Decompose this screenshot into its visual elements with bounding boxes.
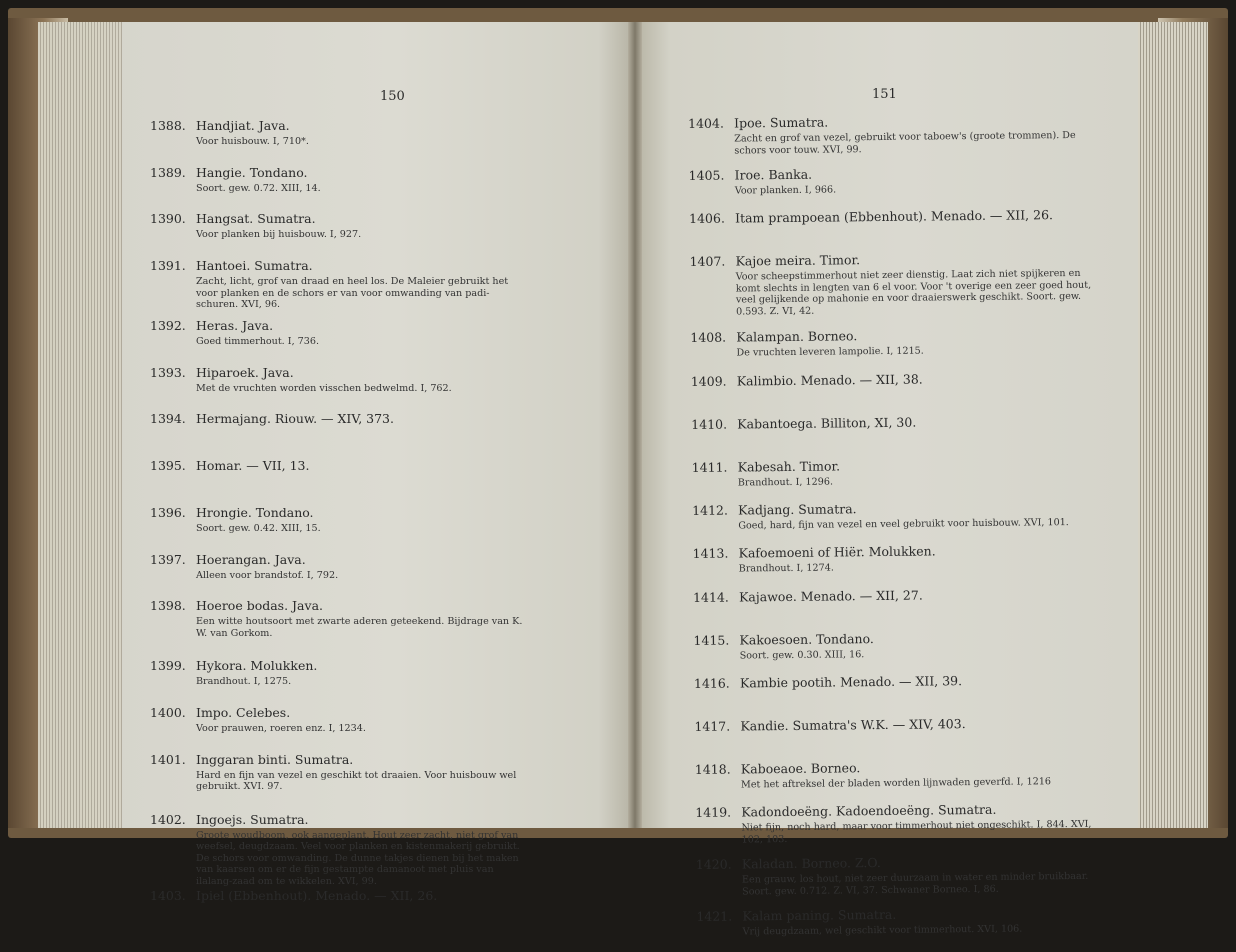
- entry-title: Hangsat. Sumatra.: [196, 211, 316, 227]
- entry: [150, 117, 528, 164]
- entry-title: Kafoemoeni of Hiër. Molukken.: [738, 543, 936, 561]
- entry-number: 1394.: [150, 411, 186, 427]
- entry-number: 1396.: [150, 504, 186, 520]
- entry-description: Brandhout. I, 1296.: [737, 476, 834, 489]
- entry-number: 1400.: [150, 704, 186, 720]
- entry-description: Groote woudboom, ook aangeplant. Hout zeer zacht, niet grof van weefsel, deugdzaam. Veel voor planken en kistenmakerij gebruikt. De schors voor omwanding. De dunne takjes dienen bij het maken van kaarsen om er de fijn gestampte damanoot met pluis van ilalang-zaad om te wikkelen. XVI, 99.: [196, 829, 520, 887]
- entry-description: Brandhout. I, 1275.: [196, 676, 292, 688]
- entry: [150, 410, 528, 457]
- entry-title: Iroe. Banka.: [734, 166, 813, 183]
- entry-number: 1418.: [694, 761, 731, 778]
- entry-title: Inggaran binti. Sumatra.: [196, 751, 354, 767]
- left-page-entries: [150, 117, 528, 933]
- entry-heading: [150, 551, 528, 568]
- entry-heading: [691, 411, 1097, 432]
- entry-description: Hard en fijn van vezel en geschikt tot draaien. Voor huisbouw wel gebruikt. XVI. 97.: [196, 769, 517, 793]
- entry: [150, 364, 528, 411]
- entry-description: Goed, hard, fijn van vezel en veel gebruikt voor huisbouw. XVI, 101.: [738, 517, 1069, 532]
- entry-heading: [690, 325, 1096, 346]
- entry-number: 1389.: [150, 164, 186, 180]
- entry-heading: [696, 852, 1102, 873]
- entry-number: 1390.: [150, 211, 186, 227]
- entry-heading: [150, 164, 528, 181]
- entry: [150, 164, 528, 211]
- entry-title: Kalam paning. Sumatra.: [742, 907, 897, 924]
- entry-title: Itam prampoean (Ebbenhout). Menado. — XII, 26.: [735, 207, 1054, 226]
- entry: [150, 210, 528, 257]
- entry-title: Kajoe meira. Timor.: [735, 252, 861, 269]
- entry-number: 1407.: [689, 253, 726, 270]
- entry-heading: [692, 498, 1098, 519]
- entry: [150, 887, 528, 934]
- entry-number: 1413.: [692, 545, 729, 562]
- entry-heading: [688, 111, 1094, 132]
- entry-title: Hrongie. Tondano.: [196, 504, 314, 520]
- entry: [696, 852, 1103, 908]
- entry-description: Een witte houtsoort met zwarte aderen geteekend. Bijdrage van K. W. van Gorkom.: [196, 616, 523, 639]
- entry: [692, 455, 1098, 502]
- entry: [150, 504, 528, 551]
- entry-number: 1416.: [693, 675, 730, 691]
- entry-number: 1393.: [150, 364, 186, 380]
- entry-description: Soort. gew. 0.30. XIII, 16.: [739, 648, 865, 662]
- entry-heading: [696, 904, 1102, 925]
- entry: [150, 597, 528, 657]
- entry-title: Kandie. Sumatra's W.K. — XIV, 403.: [740, 716, 966, 734]
- entry-title: Kabantoega. Billiton, XI, 30.: [737, 414, 917, 432]
- entry-description: Voor prauwen, roeren enz. I, 1234.: [196, 722, 366, 734]
- entry: [150, 257, 528, 317]
- entry-title: Hykora. Molukken.: [196, 658, 318, 674]
- entry-number: 1391.: [150, 258, 186, 274]
- entry-title: Hiparoek. Java.: [196, 364, 294, 380]
- entry-title: Ingoejs. Sumatra.: [196, 811, 309, 827]
- entry-number: 1399.: [150, 658, 186, 674]
- entry: [150, 457, 528, 504]
- entry-number: 1398.: [150, 598, 186, 614]
- entry-number: 1397.: [150, 551, 186, 567]
- entry-heading: [689, 249, 1095, 270]
- entry-number: 1419.: [695, 805, 732, 821]
- book-gutter: [628, 22, 642, 828]
- entry-description: Met de vruchten worden visschen bedwelmd. I, 762.: [196, 382, 452, 394]
- entry-heading: [695, 800, 1101, 821]
- entry-heading: [694, 671, 1100, 692]
- entry-heading: [150, 811, 528, 828]
- entry-number: 1414.: [692, 589, 729, 605]
- entry-number: 1415.: [693, 632, 730, 648]
- entry-description: De vruchten leveren lampolie. I, 1215.: [736, 345, 924, 359]
- entry: [695, 757, 1101, 804]
- entry: [150, 657, 528, 704]
- entry-number: 1406.: [689, 210, 725, 227]
- entry-title: Kalimbio. Menado. — XII, 38.: [736, 371, 923, 389]
- entry-heading: [150, 504, 528, 521]
- entry-heading: [692, 455, 1098, 476]
- entry-title: Hermajang. Riouw. — XIV, 373.: [196, 411, 394, 427]
- entry-description: Voor scheepstimmerhout niet zeer dienstig. Laat zich niet spijkeren en komt slechts in lengten van 6 el voor. Voor 't overige een zeer goed hout, veel gelijkende op mahonie en voor draaierswerk geschikt. Soort. gew. 0.593. Z. VI, 42.: [735, 268, 1092, 318]
- entry-title: Kaboeaoe. Borneo.: [740, 760, 861, 777]
- entry-title: Ipoe. Sumatra.: [734, 114, 829, 131]
- entry: [150, 317, 528, 364]
- entry-description: Zacht en grof van vezel, gebruikt voor taboew's (groote trommen). De schors voor touw. XVI, 99.: [734, 129, 1076, 157]
- entry-description: Niet fijn, noch hard, maar voor timmerhout niet ongeschikt. I, 844. XVI, 102, 103.: [741, 819, 1092, 846]
- entry: [695, 800, 1102, 856]
- entry: [689, 249, 1096, 329]
- left-page-edges: [38, 22, 122, 828]
- entry-title: Impo. Celebes.: [196, 704, 291, 720]
- entry-title: Hangie. Tondano.: [196, 164, 308, 180]
- right-page-entries: [688, 111, 1103, 952]
- entry: [694, 671, 1100, 718]
- entry-description: Voor huisbouw. I, 710*.: [196, 136, 309, 147]
- entry-description: Met het aftreksel der bladen worden lijnwaden geverfd. I, 1216: [740, 776, 1052, 791]
- entry-description: Voor planken. I, 966.: [734, 184, 837, 197]
- entry-number: 1410.: [691, 416, 728, 432]
- entry-heading: [150, 704, 528, 721]
- entry-heading: [693, 541, 1099, 562]
- entry-title: Kajawoe. Menado. — XII, 27.: [738, 587, 923, 604]
- entry-number: 1404.: [688, 115, 724, 131]
- entry: [690, 325, 1096, 372]
- entry-title: Ipiel (Ebbenhout). Menado. — XII, 26.: [196, 887, 438, 903]
- entry-title: Kambie pootih. Menado. — XII, 39.: [739, 673, 963, 691]
- entry-title: Kadondoeëng. Kadoendoeëng. Sumatra.: [741, 802, 997, 820]
- entry-heading: [150, 457, 528, 474]
- entry: [150, 811, 528, 887]
- entry-number: 1395.: [150, 458, 186, 474]
- left-page-number: 150: [380, 89, 405, 104]
- entry-number: 1408.: [690, 329, 727, 346]
- entry-description: Soort. gew. 0.42. XIII, 15.: [196, 522, 321, 534]
- entry-heading: [150, 410, 528, 427]
- entry-title: Hoeroe bodas. Java.: [196, 598, 323, 614]
- entry-number: 1388.: [150, 118, 186, 133]
- entry: [150, 704, 528, 751]
- entry: [692, 498, 1098, 545]
- entry-number: 1417.: [694, 718, 731, 735]
- entry: [689, 163, 1095, 210]
- entry-heading: [150, 887, 528, 904]
- entry-number: 1409.: [690, 373, 727, 389]
- entry-number: 1403.: [150, 887, 186, 903]
- entry-number: 1401.: [150, 751, 186, 767]
- entry: [693, 627, 1099, 674]
- entry-number: 1411.: [691, 459, 728, 475]
- entry-heading: [150, 257, 528, 274]
- entry-description: Voor planken bij huisbouw. I, 927.: [196, 229, 362, 241]
- entry-description: Alleen voor brandstof. I, 792.: [196, 569, 339, 581]
- entry: [693, 541, 1099, 588]
- entry-number: 1412.: [692, 502, 729, 519]
- right-page-edges: [1138, 22, 1208, 828]
- entry-title: Kadjang. Sumatra.: [738, 501, 857, 518]
- entry-title: Heras. Java.: [196, 318, 274, 334]
- entry-heading: [150, 117, 528, 134]
- entry: [693, 584, 1099, 631]
- entry: [150, 751, 528, 811]
- entry-title: Hoerangan. Java.: [196, 551, 306, 567]
- entry-number: 1392.: [150, 318, 186, 334]
- entry-heading: [691, 368, 1097, 389]
- entry-description: Goed timmerhout. I, 736.: [196, 336, 320, 348]
- entry-heading: [689, 163, 1095, 184]
- entry-title: Kabesah. Timor.: [737, 458, 841, 475]
- entry-description: Vrij deugdzaam, wel geschikt voor timmerhout. XVI, 106.: [742, 923, 1023, 938]
- entry-heading: [150, 210, 528, 227]
- entry: [694, 714, 1100, 761]
- entry-heading: [150, 597, 528, 614]
- entry-heading: [689, 206, 1095, 227]
- entry-title: Kakoesoen. Tondano.: [739, 630, 874, 648]
- right-page-number: 151: [872, 87, 897, 102]
- entry: [696, 904, 1102, 951]
- entry-heading: [150, 657, 528, 674]
- entry-title: Handjiat. Java.: [196, 118, 290, 133]
- entry-title: Kalampan. Borneo.: [736, 328, 858, 345]
- entry-description: Zacht, licht, grof van draad en heel los. De Maleier gebruikt het voor planken en de schors er van voor omwanding van padi-schuren. XVI, 96.: [196, 276, 509, 311]
- entry-title: Homar. — VII, 13.: [196, 458, 310, 474]
- entry-heading: [694, 714, 1100, 735]
- entry: [691, 411, 1097, 458]
- entry-number: 1421.: [696, 909, 733, 925]
- entry: [689, 206, 1095, 253]
- entry-heading: [150, 317, 528, 334]
- entry: [691, 368, 1097, 415]
- entry-description: Brandhout. I, 1274.: [738, 562, 834, 575]
- entry: [150, 551, 528, 598]
- entry-description: Een grauw, los hout, niet zeer duurzaam in water en minder bruikbaar. Soort. gew. 0.712. Z. VI, 37. Schwaner Borneo. I, 86.: [741, 871, 1089, 898]
- entry-heading: [693, 584, 1099, 605]
- entry-number: 1420.: [695, 857, 732, 873]
- entry: [688, 111, 1095, 167]
- entry-title: Hantoei. Sumatra.: [196, 258, 313, 274]
- entry-description: Soort. gew. 0.72. XIII, 14.: [196, 182, 321, 194]
- entry-heading: [150, 751, 528, 768]
- entry-number: 1402.: [150, 811, 186, 827]
- entry-heading: [693, 627, 1099, 648]
- entry-heading: [695, 757, 1101, 778]
- entry-number: 1405.: [688, 167, 725, 183]
- entry-title: Kaladan. Borneo. Z.O.: [741, 855, 881, 872]
- entry-heading: [150, 364, 528, 381]
